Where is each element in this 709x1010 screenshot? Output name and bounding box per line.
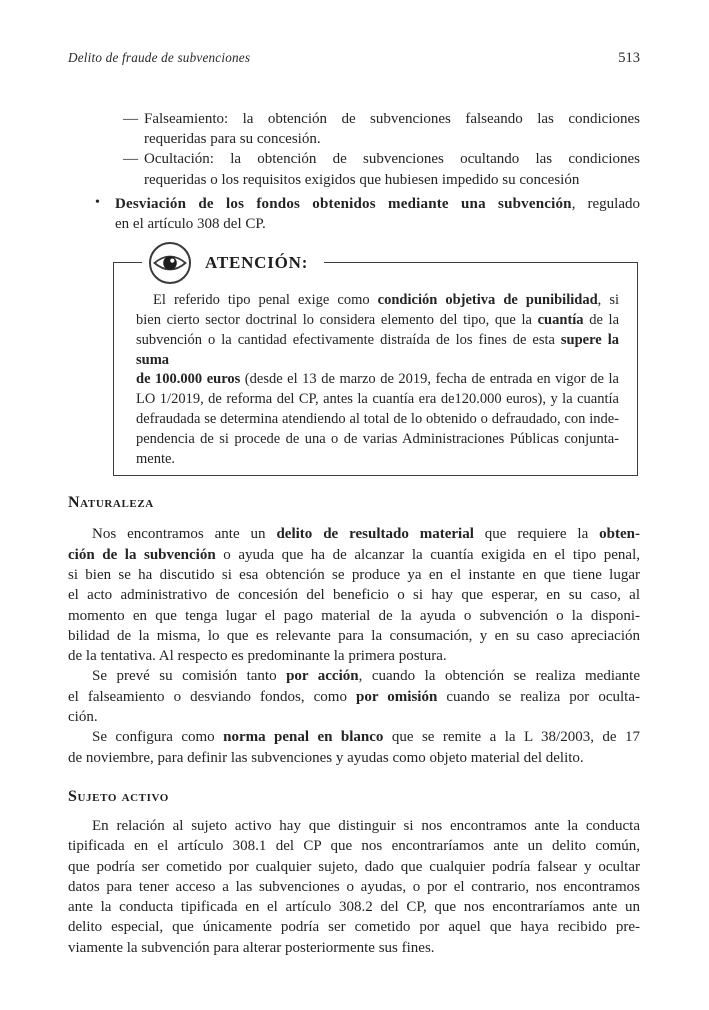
- text-line: bien cierto sector doctrinal lo considera elemento del tipo, que la cuantía de la: [136, 312, 620, 329]
- text-line: bilidad de la misma, lo que es relevante para la consumación, y en su caso apreciación: [68, 627, 640, 644]
- text-line: defraudada se determina atendiendo al total de lo obtenido o defraudado, con inde-: [136, 411, 619, 427]
- text-line: ción.: [68, 709, 98, 726]
- paragraph: [68, 727, 640, 768]
- text-line: Nos encontramos ante un delito de resultado material que requiere la obten-: [92, 526, 640, 543]
- text-line: LO 1/2019, de reforma del CP, antes la cuantía era de120.000 euros), y la cuantía: [136, 391, 619, 408]
- text-line: momento en que tenga lugar el pago material de la ayuda o subvención o la disponi-: [68, 607, 640, 624]
- text-line: delito especial, que únicamente podría ser cometido por aquel que haya recibido pre-: [68, 919, 640, 936]
- list-item-text: [144, 109, 640, 149]
- text-line: de noviembre, para definir las subvenciones y ayudas como objeto material del delito.: [68, 749, 584, 766]
- text-line: pendencia de si procede de una o de varias Administraciones Públicas conjunta-: [136, 430, 619, 447]
- text-line: que podría ser cometido por cualquier sujeto, dado que cualquier podría falsear y ocultar: [68, 858, 640, 875]
- list-item-falseamiento: [68, 109, 640, 149]
- attention-box: [113, 253, 638, 476]
- attention-legend: [142, 240, 324, 286]
- text-line: El referido tipo penal exige como condición objetiva de punibilidad, si: [153, 292, 620, 309]
- text-line: ción de la subvención o ayuda que ha de alcanzar la cuantía exigida en el tipo penal,: [68, 546, 641, 563]
- paragraph: [68, 666, 640, 727]
- text-line: en el artículo 308 del CP.: [115, 216, 266, 233]
- intro-list: [68, 109, 640, 234]
- paragraph: [68, 816, 640, 958]
- text-line: el falseamiento o desviando fondos, como por omisión cuando se realiza por oculta-: [68, 688, 640, 705]
- section-naturaleza: [68, 494, 640, 768]
- text-line: ante la conducta tipificada en el artículo 308.2 del CP, que nos encontraríamos ante un: [68, 899, 640, 916]
- text-line: viamente la subvención para alterar posteriormente sus fines.: [68, 939, 435, 956]
- running-title: Delito de fraude de subvenciones: [68, 50, 251, 65]
- text-line: subvención o la cantidad efectivamente distraída de los fines de esta supere la suma: [136, 331, 619, 368]
- text-line: Ocultación: la obtención de subvenciones ocultando las condiciones: [144, 151, 640, 168]
- paragraph: [68, 524, 640, 666]
- text-line: requeridas o los requisitos exigidos que hubiesen impedido su concesión: [144, 171, 580, 188]
- running-header: [68, 50, 640, 67]
- text-line: Falseamiento: la obtención de subvenciones falseando las condiciones: [144, 111, 640, 127]
- list-item-desviacion: [68, 194, 640, 234]
- text-line: Desviación de los fondos obtenidos mediante una subvención, regulado: [115, 195, 640, 212]
- section-heading-naturaleza: Naturaleza: [68, 494, 154, 512]
- dash-marker: —: [123, 111, 138, 127]
- text-line: requeridas para su concesión.: [144, 131, 321, 148]
- bullet-marker: •: [95, 194, 100, 210]
- text-line: mente.: [136, 450, 176, 467]
- attention-label: ATENCIÓN:: [205, 253, 309, 273]
- list-item-text: [144, 149, 640, 189]
- text-line: tipificada en el artículo 308.1 del CP que nos encontraríamos ante un delito común,: [68, 838, 640, 855]
- text-line: de 100.000 euros (desde el 13 de marzo de 2019, fecha de entrada en vigor de la: [136, 371, 619, 388]
- section-sujeto-activo: [68, 788, 640, 958]
- text-line: datos para tener acceso a las subvenciones o ayudas, o por el contrario, nos encontramos: [68, 878, 640, 895]
- text-line: si bien se ha discutido si esa obtención se produce ya en el instante en que tiene lugar: [68, 566, 640, 583]
- text-line: Se configura como norma penal en blanco que se remite a la L 38/2003, de 17: [92, 729, 640, 746]
- page-number: 513: [618, 50, 640, 66]
- eye-icon: [148, 241, 192, 285]
- list-item-ocultacion: [68, 149, 640, 189]
- text-line: de la tentativa. Al respecto es predominante la primera postura.: [68, 648, 447, 665]
- section-heading-sujeto-activo: Sujeto activo: [68, 787, 169, 805]
- text-line: Se prevé su comisión tanto por acción, cuando la obtención se realiza mediante: [92, 668, 640, 685]
- dash-marker: —: [123, 151, 138, 168]
- text-line: el acto administrativo de concesión del beneficio o si hay que esperar, en su caso, al: [68, 587, 640, 604]
- text-line: En relación al sujeto activo hay que distinguir si nos encontramos ante la conducta: [92, 817, 640, 834]
- attention-text: [136, 291, 619, 469]
- list-item-text: [115, 194, 640, 234]
